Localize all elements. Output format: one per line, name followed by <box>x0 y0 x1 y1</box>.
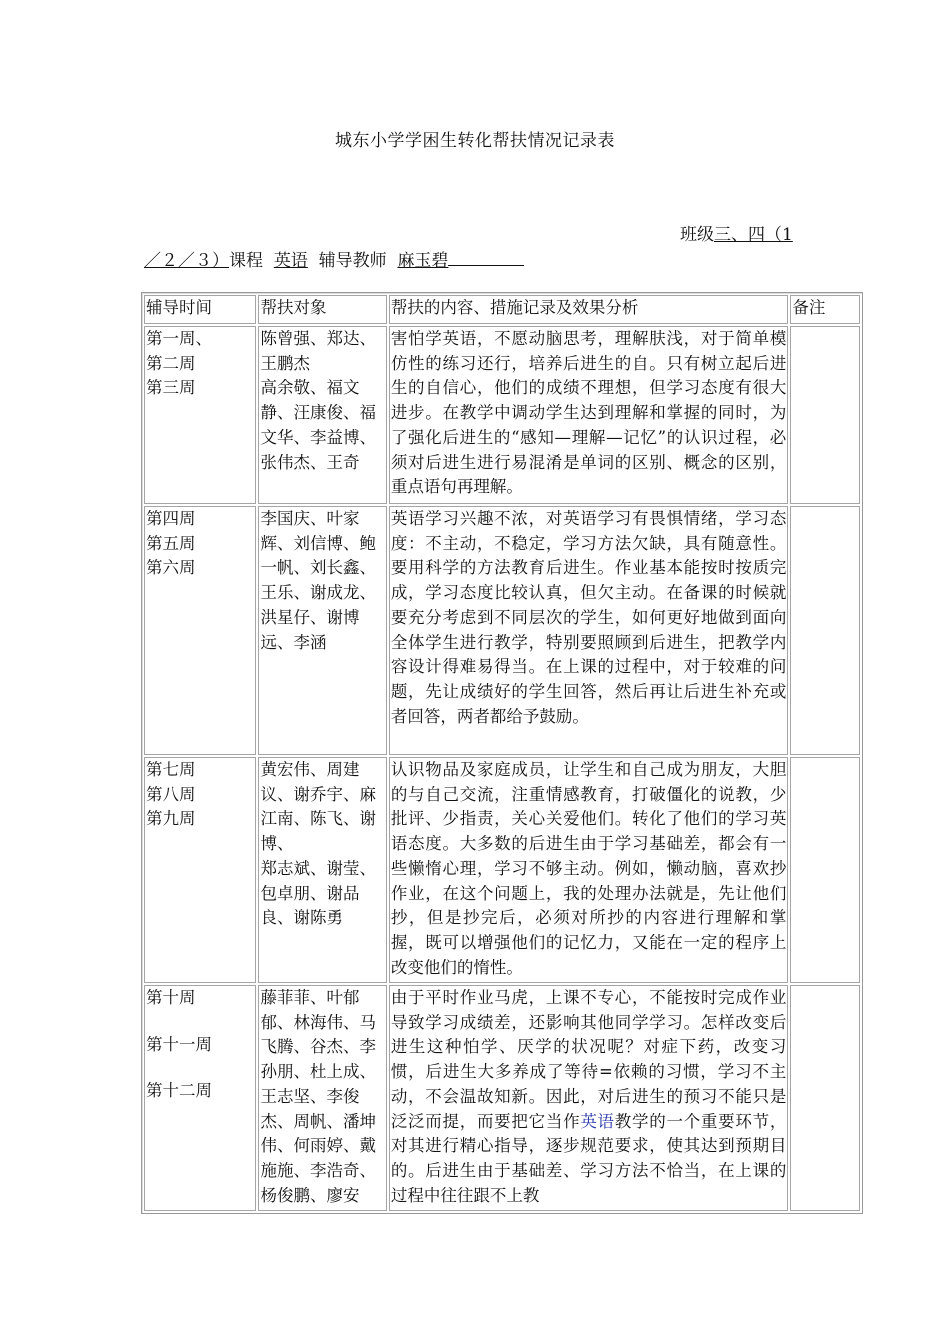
week-label: 第五周 <box>146 533 196 553</box>
content-text: 由于平时作业马虎，上课不专心，不能按时完成作业导致学习成绩差，还影响其他同学学习。怎样改变后进生这种怕学、厌学的状况呢？对症下药，改变习惯，后进生大多养成了等待=依赖的习惯，学习不主动，不会温故知新。因此，对后进生的预习不能只是泛泛而提，而要把它当作 <box>390 988 787 1131</box>
note-cell <box>790 985 860 1211</box>
week-label: 第四周 <box>146 509 196 528</box>
class-line <box>680 220 793 245</box>
students-text: 李国庆、叶家辉、刘信博、鲍一帆、刘长鑫、王乐、谢成龙、洪星仔、谢博远、李涵 <box>260 509 376 652</box>
table-row <box>144 506 860 755</box>
note-cell <box>790 326 860 504</box>
english-link[interactable]: 英语 <box>580 1111 615 1131</box>
weeks-cell <box>144 506 256 755</box>
page-title: 城东小学学困生转化帮扶情况记录表 <box>335 131 615 151</box>
weeks-cell <box>144 326 256 504</box>
course-teacher-line <box>144 246 524 271</box>
students-text: 黄宏伟、周建议、谢乔宇、麻江南、陈飞、谢博、 郑志斌、谢莹、包卓朋、谢品良、谢陈勇 <box>260 760 376 928</box>
table-row <box>144 985 860 1211</box>
header-time: 辅导时间 <box>144 295 256 324</box>
course-value: 英语 <box>273 251 308 271</box>
weeks-cell <box>144 985 256 1211</box>
week-label: 第十一周 <box>146 1034 212 1054</box>
students-cell <box>258 985 386 1211</box>
content-cell <box>389 326 789 504</box>
content-cell <box>389 506 789 755</box>
header-note: 备注 <box>790 295 860 324</box>
class-label: 班级 <box>680 225 714 245</box>
note-cell <box>790 757 860 983</box>
header-target: 帮扶对象 <box>258 295 386 324</box>
week-label: 第九周 <box>146 809 196 829</box>
students-text: 藤菲菲、叶郁郁、林海伟、马飞腾、谷杰、李孙朋、杜上成、王志坚、李俊杰、周帆、潘坤伟、何雨婷、戴施施、李浩奇、杨俊鹏、廖安 <box>260 988 376 1205</box>
week-label: 第一周、 <box>146 329 212 348</box>
content-text: 害怕学英语，不愿动脑思考，理解肤浅，对于简单模仿性的练习还行，培养后进生的自。只有树立起后进生的自信心，他们的成绩不理想，但学习态度有很大进步。在教学中调动学生达到理解和掌握的同时，为了强化后进生的“感知—理解—记忆”的认识过程，必须对后进生进行易混淆是单词的区别、概念的区别，重点语句再理解。 <box>390 329 787 497</box>
students-text: 陈曾强、郑达、王鹏杰 高余敬、福文静、汪康俊、福文华、李益博、张伟杰、王奇 <box>260 329 376 472</box>
course-label: 课程 <box>229 251 263 271</box>
content-text: 英语学习兴趣不浓，对英语学习有畏惧情绪，学习态度：不主动，不稳定，学习方法欠缺，具有随意性。要用科学的方法教育后进生。作业基本能按时按质完成，学习态度比较认真，但欠主动。在备课的时候就要充分考虑到不同层次的学生，如何更好地做到面向全体学生进行教学，特别要照顾到后进生，把教学内容设计得难易得当。在上课的过程中，对于较难的问题，先让成绩好的学生回答，然后再让后进生补充或者回答，两者都给予鼓励。 <box>390 509 787 726</box>
teacher-label: 辅导教师 <box>318 251 387 271</box>
table-row <box>144 326 860 504</box>
content-text: 认识物品及家庭成员，让学生和自己成为朋友，大胆的与自己交流，注重情感教育，打破僵化的说教，少批评、少指责，关心关爱他们。转化了他们的学习英语态度。大多数的后进生由于学习基础差，都会有一些懒惰心理，学习不够主动。例如，懒动脑，喜欢抄作业，在这个问题上，我的处理办法就是，先让他们抄，但是抄完后，必须对所抄的内容进行理解和掌握，既可以增强他们的记忆力，又能在一定的程序上改变他们的惰性。 <box>390 760 787 977</box>
week-label: 第二周 <box>146 353 196 373</box>
students-cell <box>258 757 386 983</box>
week-label: 第三周 <box>146 378 196 398</box>
table-header-row <box>144 295 860 324</box>
week-label: 第十二周 <box>146 1081 212 1101</box>
students-cell <box>258 506 386 755</box>
week-label: 第六周 <box>146 558 196 578</box>
weeks-cell <box>144 757 256 983</box>
class-value-a: 三、四（1 <box>714 225 793 245</box>
week-label: 第七周 <box>146 760 196 779</box>
week-label: 第八周 <box>146 784 196 804</box>
header-content: 帮扶的内容、措施记录及效果分析 <box>389 295 789 324</box>
teacher-value: 麻玉碧 <box>397 251 449 271</box>
students-cell <box>258 326 386 504</box>
week-label: 第十周 <box>146 988 196 1007</box>
content-cell <box>389 757 789 983</box>
table-row <box>144 757 860 983</box>
record-table <box>141 292 863 1214</box>
note-cell <box>790 506 860 755</box>
teacher-underline <box>448 251 524 266</box>
content-text-cont: 教学的一个重要环节，对其进行精心指导，逐步规范要求，使其达到预期目的。后进生由于基础差、学习方法不恰当，在上课的过程中往往跟不上教 <box>390 1111 787 1205</box>
class-value-b: ／２／３） <box>144 251 229 271</box>
content-cell <box>389 985 789 1211</box>
